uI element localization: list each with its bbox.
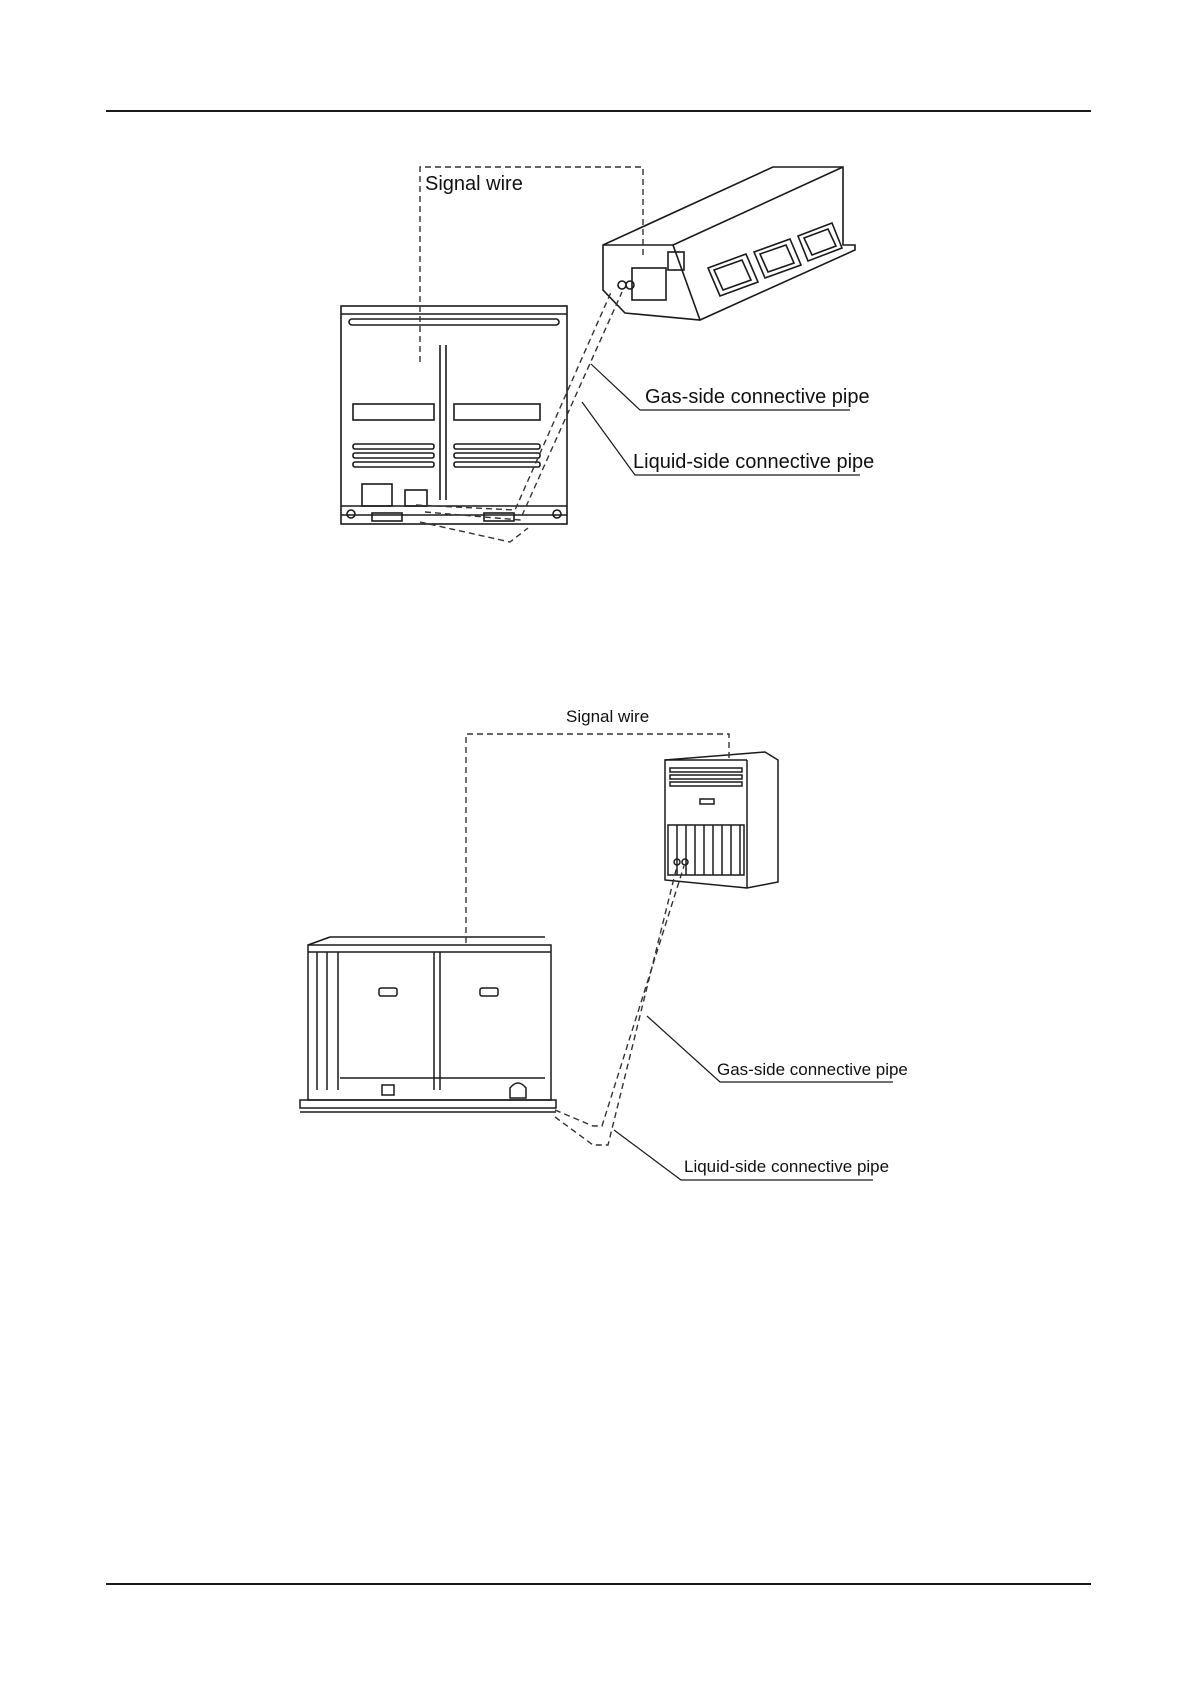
gas-pipe-2 [555,866,684,1126]
diagram-floor-standing-unit-connection [0,690,1191,1210]
diagram-2-svg [0,690,1191,1210]
gas-pipe-label-1: Gas-side connective pipe [645,386,870,408]
gas-pipe-label-2: Gas-side connective pipe [717,1060,908,1079]
diagram-1-svg [0,140,1191,570]
outdoor-unit-1 [341,306,567,524]
duct-indoor-unit [603,167,855,320]
outdoor-unit-2 [300,937,556,1112]
drain-pipe-1 [420,522,528,542]
footer-rule [106,1583,1091,1585]
signal-wire-label-2: Signal wire [566,707,650,726]
liquid-pipe-2 [555,866,677,1145]
liquid-pipe-label-2: Liquid-side connective pipe [684,1157,890,1176]
signal-wire-1 [420,167,643,362]
header-rule [106,110,1091,112]
signal-wire-label-1: Signal wire [425,173,523,195]
signal-wire-2 [466,734,729,943]
floor-standing-indoor-unit [665,752,778,888]
liquid-pipe-label-1: Liquid-side connective pipe [633,451,875,473]
diagram-duct-unit-connection [0,140,1191,570]
